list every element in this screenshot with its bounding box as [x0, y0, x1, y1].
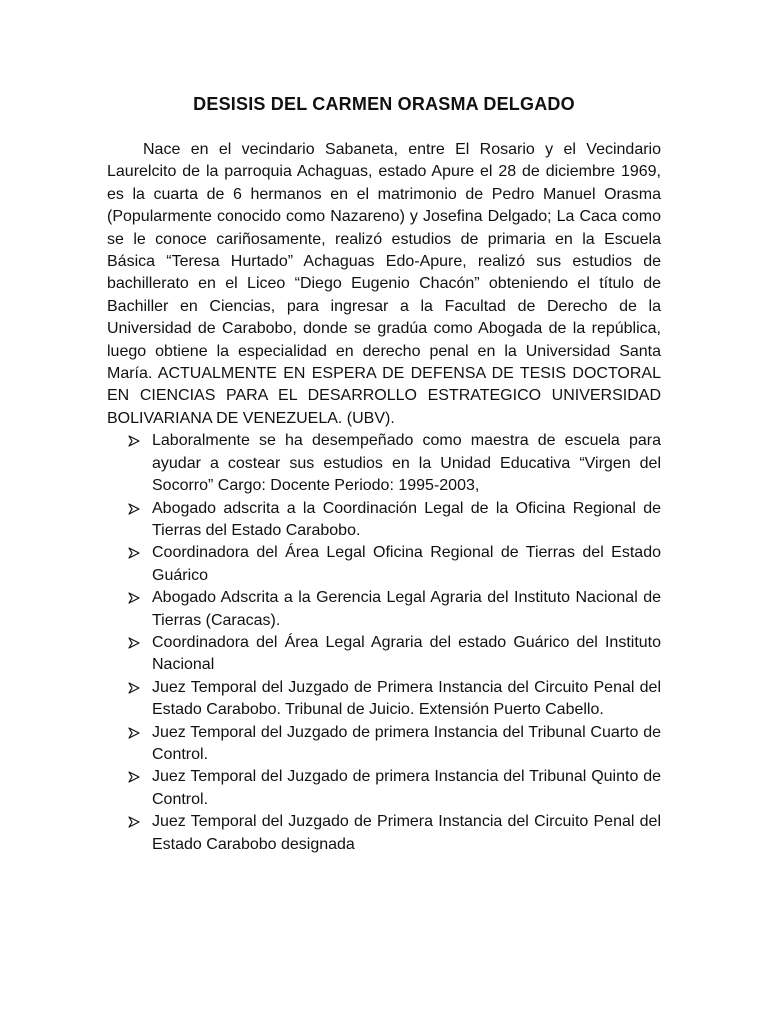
list-item-text: Coordinadora del Área Legal Agraria del estado Guárico del Instituto Nacional [152, 633, 661, 674]
list-item-text: Juez Temporal del Juzgado de primera Instancia del Tribunal Quinto de Control. [152, 768, 661, 808]
arrow-bullet-icon [128, 542, 148, 564]
list-item [107, 722, 661, 767]
list-item-text: Laboralmente se ha desempeñado como maestra de escuela para ayudar a costear sus estudios en la Unidad Educativa “Virgen del Socorro” Cargo: Docente Periodo: 1995-2003, [152, 432, 661, 495]
list-item [107, 430, 661, 497]
arrow-bullet-icon [128, 430, 148, 452]
list-item [107, 766, 661, 811]
list-item [107, 632, 661, 677]
arrow-bullet-icon [128, 632, 148, 654]
intro-paragraph: Nace en el vecindario Sabaneta, entre El Rosario y el Vecindario Laurelcito de la parroquia Achaguas, estado Apure el 28 de diciembre 1969, es la cuarta de 6 hermanos en el matrimonio de Pedro Manuel Orasma (Popularmente conocido como Nazareno) y Josefina Delgado; La Caca como se le conoce cariñosamente, realizó estudios de primaria en la Escuela Básica “Teresa Hurtado” Achaguas Edo-Apure, realizó sus estudios de bachillerato en el Liceo “Diego Eugenio Chacón” obteniendo el título de Bachiller en Ciencias, para ingresar a la Facultad de Derecho de la Universidad de Carabobo, donde se gradúa como Abogada de la república, luego obtiene la especialidad en derecho penal en la Universidad Santa María. ACTUALMENTE EN ESPERA DE DEFENSA DE TESIS DOCTORAL EN CIENCIAS PARA EL DESARROLLO ESTRATEGICO UNIVERSIDAD BOLIVARIANA DE VENEZUELA. (UBV). [107, 141, 661, 427]
list-item [107, 542, 661, 587]
arrow-bullet-icon [128, 722, 148, 744]
list-item-text: Abogado Adscrita a la Gerencia Legal Agraria del Instituto Nacional de Tierras (Caracas). [152, 589, 661, 629]
list-item-text: Abogado adscrita a la Coordinación Legal de la Oficina Regional de Tierras del Estado Carabobo. [152, 499, 661, 539]
list-item-text: Coordinadora del Área Legal Oficina Regional de Tierras del Estado Guárico [152, 544, 661, 584]
list-item-text: Juez Temporal del Juzgado de primera Instancia del Tribunal Cuarto de Control. [152, 723, 661, 763]
arrow-bullet-icon [128, 677, 148, 699]
list-item [107, 587, 661, 632]
arrow-bullet-icon [128, 498, 148, 520]
arrow-bullet-icon [128, 587, 148, 609]
arrow-bullet-icon [128, 811, 148, 833]
list-item [107, 498, 661, 543]
list-item-text: Juez Temporal del Juzgado de Primera Instancia del Circuito Penal del Estado Carabobo designada [152, 813, 661, 853]
document-title: DESISIS DEL CARMEN ORASMA DELGADO [193, 94, 575, 114]
arrow-bullet-icon [128, 766, 148, 788]
list-item-text: Juez Temporal del Juzgado de Primera Instancia del Circuito Penal del Estado Carabobo. Tribunal de Juicio. Extensión Puerto Cabello. [152, 678, 661, 719]
list-item [107, 677, 661, 722]
document-body [107, 139, 661, 856]
list-item [107, 811, 661, 856]
career-list [107, 430, 661, 856]
